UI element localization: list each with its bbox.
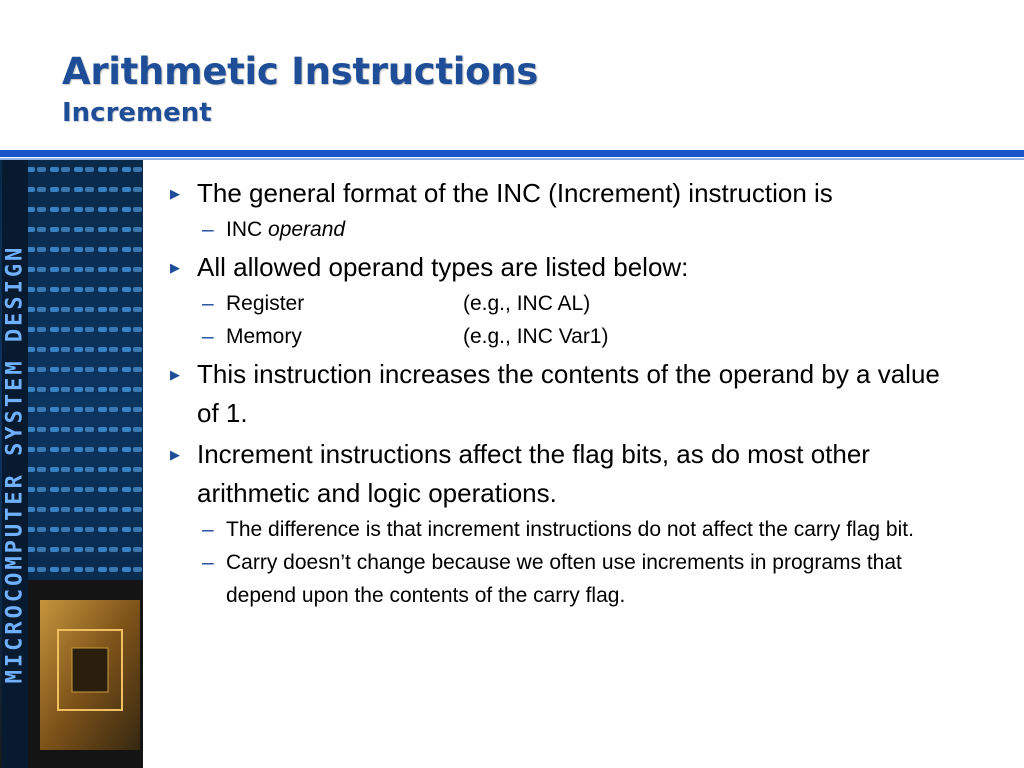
sub-bullet-italic: operand	[268, 218, 346, 241]
triangle-right-icon: ▶	[170, 447, 180, 462]
dash-icon: –	[202, 218, 214, 241]
slide-title: Arithmetic Instructions	[62, 50, 539, 93]
operand-type-example: (e.g., INC Var1)	[463, 325, 609, 348]
header-rule-accent	[0, 158, 1024, 160]
operand-type-example: (e.g., INC AL)	[463, 292, 591, 315]
dash-icon: –	[202, 292, 214, 315]
bullet-4	[168, 435, 948, 513]
slide-body	[168, 172, 948, 612]
bullet-2	[168, 248, 948, 287]
title-block	[62, 48, 538, 128]
bullet-text: This instruction increases the contents of the operand by a value of 1.	[197, 359, 940, 428]
dash-icon: –	[202, 551, 214, 574]
bullet-text: All allowed operand types are listed below:	[197, 252, 689, 282]
sub-bullet	[168, 320, 948, 353]
header-rule	[0, 150, 1024, 157]
bullet-text: Increment instructions affect the flag bits, as do most other arithmetic and logic operations.	[197, 439, 870, 508]
sub-bullet-text: Carry doesn’t change because we often use increments in programs that depend upon the contents of the carry flag.	[226, 551, 902, 607]
bullet-text: The general format of the INC (Increment) instruction is	[197, 178, 833, 208]
sub-bullet-prefix: INC	[226, 218, 263, 241]
bullet-3	[168, 355, 948, 433]
triangle-right-icon: ▶	[170, 186, 180, 201]
sub-bullet-text: The difference is that increment instructions do not affect the carry flag bit.	[226, 518, 914, 541]
sub-bullet	[168, 213, 948, 246]
sub-bullet	[168, 513, 948, 546]
dash-icon: –	[202, 325, 214, 348]
sub-bullet	[168, 287, 948, 320]
triangle-right-icon: ▶	[170, 367, 180, 382]
sidebar-label-band	[2, 160, 28, 768]
operand-type-label: Register	[226, 292, 305, 315]
sidebar-image	[0, 160, 143, 768]
slide-subtitle: Increment	[62, 98, 212, 128]
bullet-1	[168, 174, 948, 213]
sub-bullet	[168, 546, 948, 612]
operand-type-label: Memory	[226, 325, 302, 348]
triangle-right-icon: ▶	[170, 260, 180, 275]
sidebar-label: MICROCOMPUTER SYSTEM DESIGN	[2, 244, 28, 684]
dash-icon: –	[202, 518, 214, 541]
